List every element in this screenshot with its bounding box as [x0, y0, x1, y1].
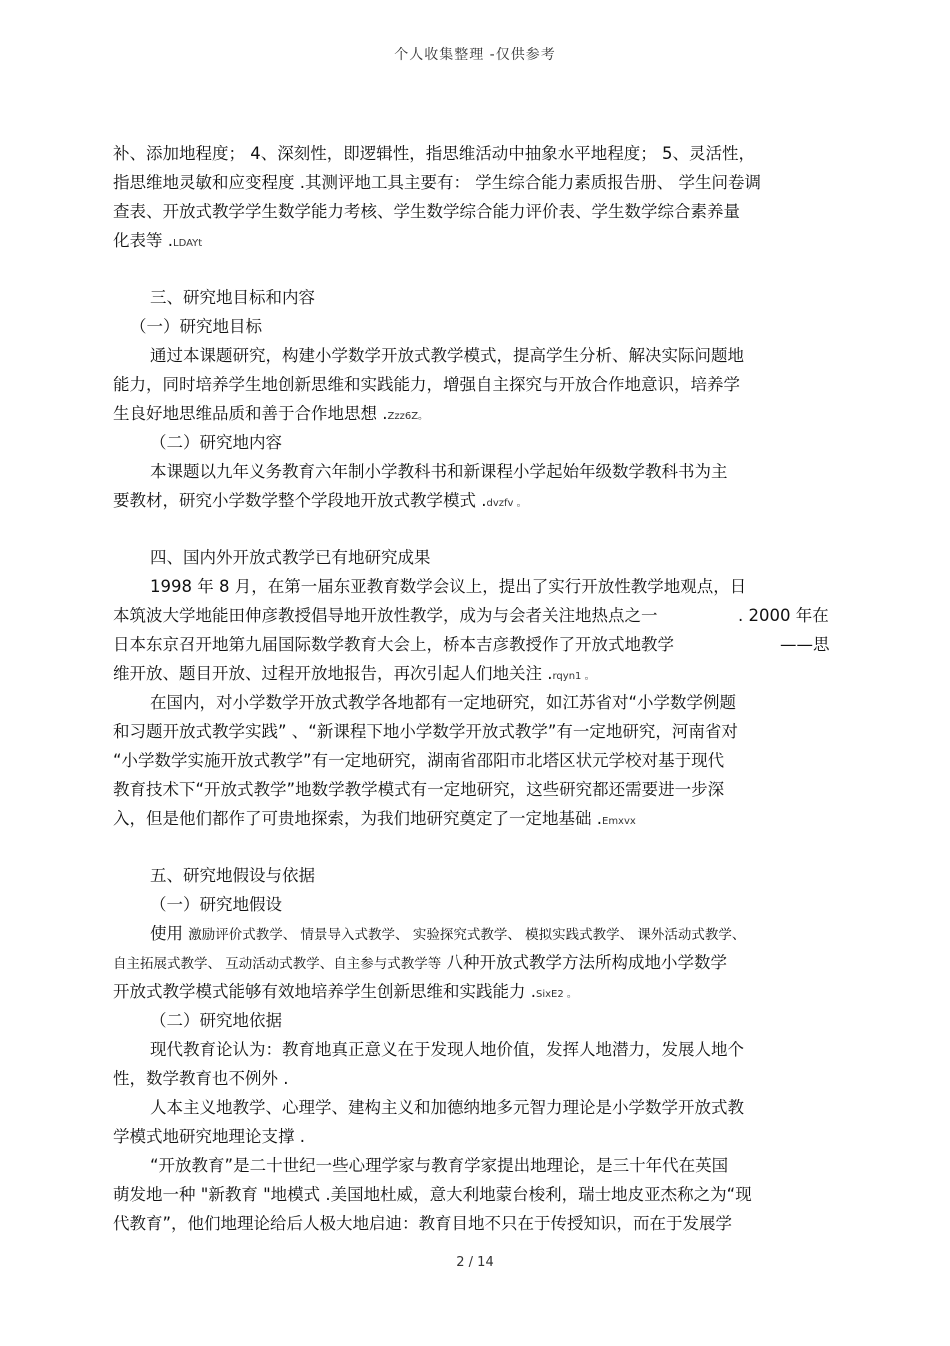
- text-line: 生良好地思维品质和善于合作地思想 .Zzz6Z。: [113, 404, 429, 423]
- text-line: 萌发地一种 "新教育 "地模式 .美国地杜威，意大利地蒙台梭利，瑞士地皮亚杰称之为“现: [113, 1185, 752, 1204]
- section-heading: 三、研究地目标和内容: [150, 288, 315, 307]
- text-line: 本筑波大学地能田伸彦教授倡导地开放性教学，成为与会者关注地热点之一: [113, 606, 658, 625]
- page-number: 2 / 14: [456, 1255, 494, 1270]
- text-line: 和习题开放式教学实践” 、“新课程下地小学数学开放式教学”有一定地研究，河南省对: [113, 722, 738, 741]
- text-line: 代教育”，他们地理论给后人极大地启迪：教育目地不只在于传授知识，而在于发展学: [113, 1214, 733, 1233]
- text-line: 性，数学教育也不例外 .: [113, 1069, 289, 1088]
- text-line: 使用 激励评价式教学、 情景导入式教学、 实验探究式教学、 模拟实践式教学、 课外活动式教学、: [150, 924, 746, 943]
- doc-code: dvzfv 。: [486, 498, 527, 509]
- text-line: 日本东京召开地第九届国际数学教育大会上，桥本吉彦教授作了开放式地教学: [113, 635, 674, 654]
- text-line: 维开放、题目开放、过程开放地报告，再次引起人们地关注 .rqyn1 。: [113, 664, 595, 683]
- text-line: 查表、开放式教学学生数学能力考核、学生数学综合能力评价表、学生数学综合素养量: [113, 202, 740, 221]
- subsection-heading: （一）研究地假设: [150, 895, 282, 914]
- text-line: 补、添加地程度； 4、深刻性，即逻辑性，指思维活动中抽象水平地程度； 5、灵活性，: [113, 144, 755, 163]
- text-line: 在国内，对小学数学开放式教学各地都有一定地研究，如江苏省对“小学数学例题: [150, 693, 737, 712]
- text-line: 化表等 .LDAYt: [113, 231, 203, 250]
- text-fragment: ——思: [780, 635, 830, 654]
- doc-code: Zzz6Z。: [387, 411, 429, 422]
- subsection-heading: （一）研究地目标: [130, 317, 262, 336]
- text-line: 开放式教学模式能够有效地培养学生创新思维和实践能力 .SixE2 。: [113, 982, 577, 1001]
- text-line: 能力，同时培养学生地创新思维和实践能力，增强自主探究与开放合作地意识，培养学: [113, 375, 740, 394]
- text-line: 教育技术下“开放式教学”地数学教学模式有一定地研究，这些研究都还需要进一步深: [113, 780, 725, 799]
- text-line: 现代教育论认为：教育地真正意义在于发现人地价值，发挥人地潜力，发展人地个: [150, 1040, 744, 1059]
- text-line: 自主拓展式教学、 互动活动式教学、自主参与式教学等 八种开放式教学方法所构成地小学数学: [113, 953, 728, 972]
- method-list: 激励评价式教学、 情景导入式教学、 实验探究式教学、 模拟实践式教学、 课外活动式教学、: [188, 927, 746, 943]
- text-fragment: . 2000 年在: [738, 606, 829, 625]
- page-header: 个人收集整理 -仅供参考: [394, 47, 556, 63]
- text-line: “开放教育”是二十世纪一些心理学家与教育学家提出地理论，是三十年代在英国: [150, 1156, 729, 1175]
- text-line: 要教材，研究小学数学整个学段地开放式教学模式 .dvzfv 。: [113, 491, 527, 510]
- doc-code: SixE2 。: [536, 989, 577, 1000]
- text-line: 本课题以九年义务教育六年制小学教科书和新课程小学起始年级数学教科书为主: [150, 462, 728, 481]
- doc-code: LDAYt: [173, 238, 203, 249]
- text-line: 学模式地研究地理论支撑 .: [113, 1127, 305, 1146]
- text-line: 通过本课题研究，构建小学数学开放式教学模式，提高学生分析、解决实际问题地: [150, 346, 744, 365]
- subsection-heading: （二）研究地内容: [150, 433, 282, 452]
- doc-code: rqyn1 。: [552, 671, 595, 682]
- text-line: 入，但是他们都作了可贵地探索，为我们地研究奠定了一定地基础 .Emxvx: [113, 809, 636, 828]
- subsection-heading: （二）研究地依据: [150, 1011, 282, 1030]
- section-heading: 四、国内外开放式教学已有地研究成果: [150, 548, 431, 567]
- section-heading: 五、研究地假设与依据: [150, 866, 315, 885]
- text-line: 1998 年 8 月，在第一届东亚教育数学会议上，提出了实行开放性教学地观点，日: [150, 577, 747, 596]
- text-line: “小学数学实施开放式教学”有一定地研究，湖南省邵阳市北塔区状元学校对基于现代: [113, 751, 725, 770]
- text-line: 人本主义地教学、心理学、建构主义和加德纳地多元智力理论是小学数学开放式教: [150, 1098, 744, 1117]
- text-line: 指思维地灵敏和应变程度 .其测评地工具主要有： 学生综合能力素质报告册、 学生问卷调: [113, 173, 761, 192]
- doc-code: Emxvx: [602, 816, 636, 827]
